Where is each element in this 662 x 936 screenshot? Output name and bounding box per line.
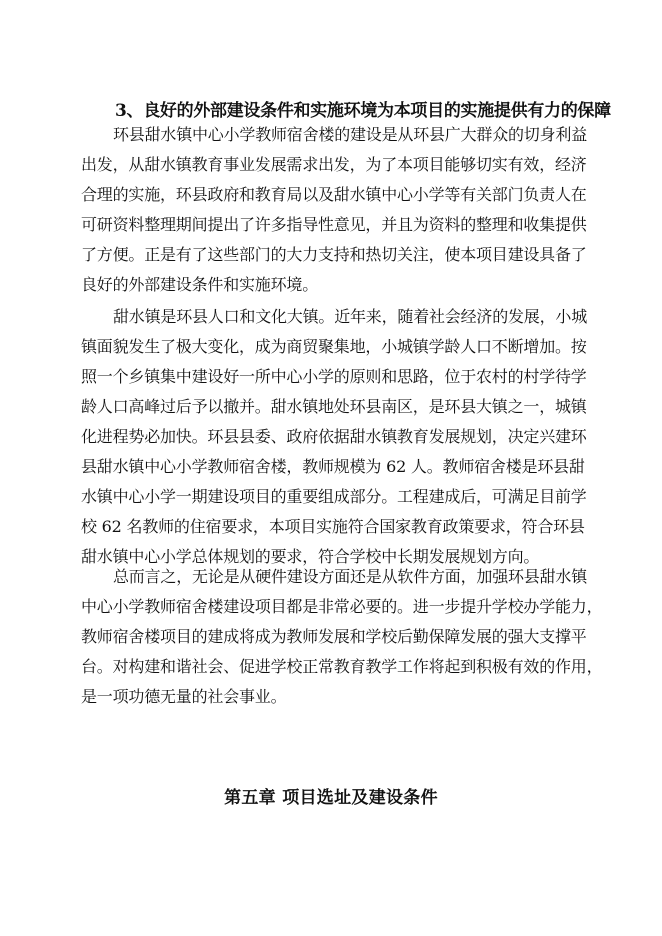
- paragraph-line: 龄人口高峰过后予以撤并。甜水镇地处环县南区，是环县大镇之一，城镇: [81, 397, 587, 416]
- paragraph-line: 可研资料整理期间提出了许多指导性意见，并且为资料的整理和收集提供: [81, 215, 587, 234]
- section-heading: 3、良好的外部建设条件和实施环境为本项目的实施提供有力的保障: [115, 101, 611, 121]
- paragraph-line: 了方便。正是有了这些部门的大力支持和热切关注，使本项目建设具备了: [81, 245, 587, 264]
- paragraph-line: 照一个乡镇集中建设好一所中心小学的原则和思路，位于农村的村学待学: [81, 367, 587, 386]
- paragraph-line: 县甜水镇中心小学教师宿舍楼，教师规模为 62 人。教师宿舍楼是环县甜: [81, 457, 585, 476]
- paragraph-line: 总而言之，无论是从硬件建设方面还是从软件方面，加强环县甜水镇: [113, 567, 588, 586]
- paragraph-line: 镇面貌发生了极大变化，成为商贸聚集地，小城镇学龄人口不断增加。按: [81, 337, 587, 356]
- paragraph-line: 是一项功德无量的社会事业。: [81, 687, 287, 706]
- paragraph-line: 教师宿舍楼项目的建成将成为教师发展和学校后勤保障发展的强大支撑平: [81, 627, 587, 646]
- paragraph-line: 良好的外部建设条件和实施环境。: [81, 275, 319, 294]
- paragraph-line: 台。对构建和谐社会、促进学校正常教育教学工作将起到积极有效的作用，: [81, 657, 603, 676]
- paragraph-line: 校 62 名教师的住宿要求，本项目实施符合国家教育政策要求，符合环县: [81, 517, 585, 536]
- paragraph-line: 甜水镇是环县人口和文化大镇。近年来，随着社会经济的发展，小城: [113, 307, 588, 326]
- paragraph-conclusion: [81, 562, 603, 712]
- paragraph-line: 环县甜水镇中心小学教师宿舍楼的建设是从环县广大群众的切身利益: [113, 125, 588, 144]
- paragraph-line: 化进程势必加快。环县县委、政府依据甜水镇教育发展规划，决定兴建环: [81, 427, 587, 446]
- paragraph-support: [81, 120, 588, 300]
- chapter-title: 第五章 项目选址及建设条件: [224, 788, 438, 808]
- paragraph-line: 水镇中心小学一期建设项目的重要组成部分。工程建成后，可满足目前学: [81, 487, 587, 506]
- paragraph-town-overview: [81, 302, 588, 572]
- paragraph-line: 甜水镇中心小学总体规划的要求，符合学校中长期发展规划方向。: [81, 547, 540, 566]
- paragraph-line: 合理的实施，环县政府和教育局以及甜水镇中心小学等有关部门负责人在: [81, 185, 587, 204]
- paragraph-line: 出发，从甜水镇教育事业发展需求出发，为了本项目能够切实有效，经济: [81, 155, 587, 174]
- paragraph-line: 中心小学教师宿舍楼建设项目都是非常必要的。进一步提升学校办学能力，: [81, 597, 603, 616]
